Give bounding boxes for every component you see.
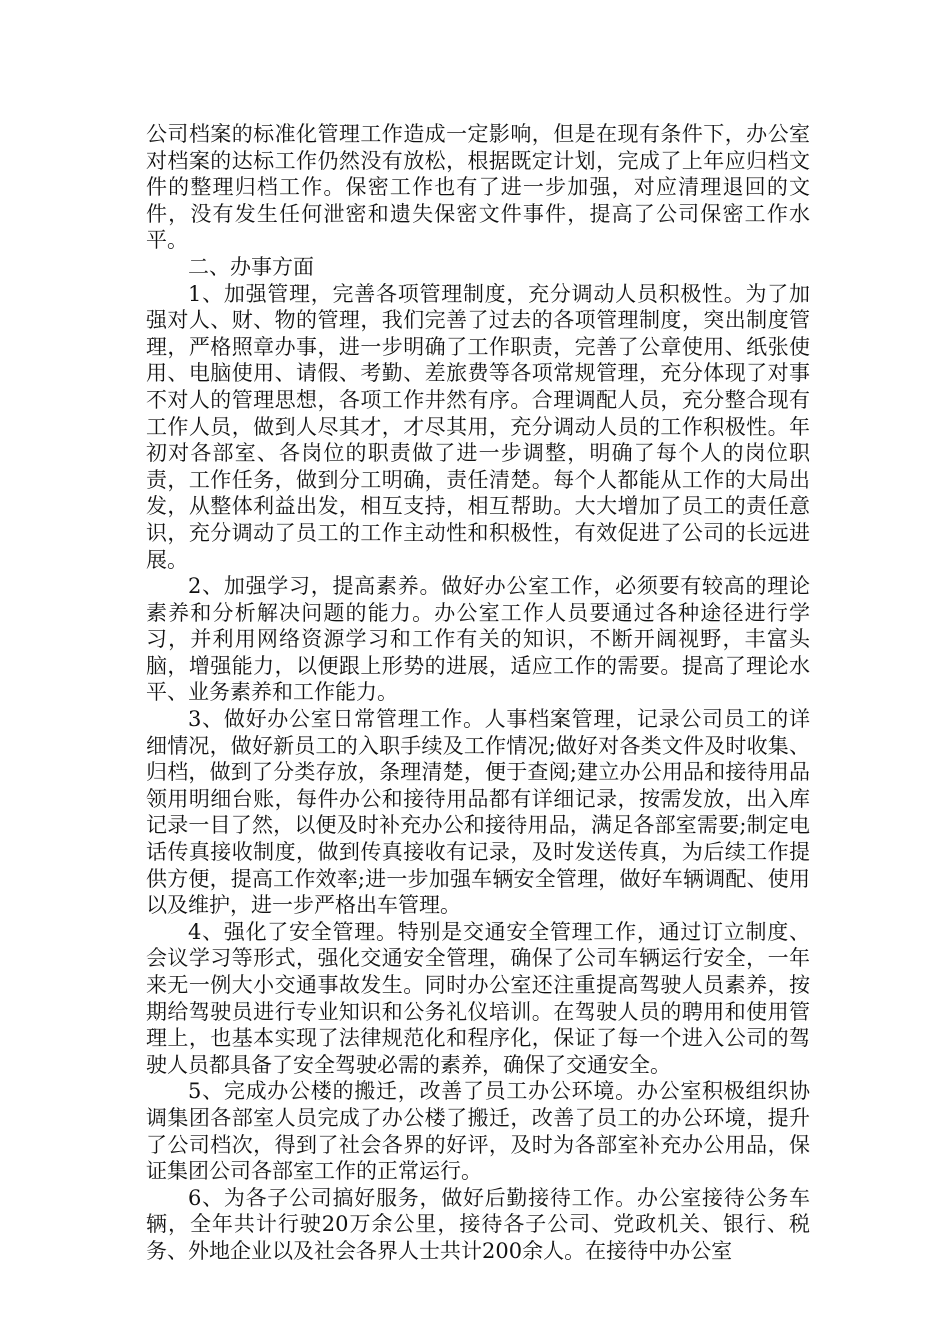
paragraph-safety-management: 4、强化了安全管理。特别是交通安全管理工作，通过订立制度、会议学习等形式，强化交通安全管理，确保了公司车辆运行安全，一年来无一例大小交通事故发生。同时办公室还注重提高驾驶人员素养，按期给驾驶员进行专业知识和公务礼仪培训。在驾驶人员的聘用和使用管理上，也基本实现了法律规范化和程序化，保证了每一个进入公司的驾驶人员都具备了安全驾驶必需的素养，确保了交通安全。: [146, 919, 810, 1077]
document-body: [146, 121, 810, 1265]
paragraph-archive-continuation: 公司档案的标准化管理工作造成一定影响，但是在现有条件下，办公室对档案的达标工作仍然没有放松，根据既定计划，完成了上年应归档文件的整理归档工作。保密工作也有了进一步加强，对应清理退回的文件，没有发生任何泄密和遗失保密文件事件，提高了公司保密工作水平。: [146, 122, 810, 253]
paragraph-subsidiary-service: 6、为各子公司搞好服务，做好后勤接待工作。办公室接待公务车辆，全年共计行驶20万余公里，接待各子公司、党政机关、银行、税务、外地企业以及社会各界人士共计200余人。在接待中办公室: [146, 1185, 810, 1263]
paragraph-daily-management: 3、做好办公室日常管理工作。人事档案管理，记录公司员工的详细情况，做好新员工的入职手续及工作情况;做好对各类文件及时收集、归档，做到了分类存放，条理清楚，便于查阅;建立办公用品和接待用品领用明细台账，每件办公和接待用品都有详细记录，按需发放，出入库记录一目了然，以便及时补充办公和接待用品，满足各部室需要;制定电话传真接收制度，做到传真接收有记录，及时发送传真，为后续工作提供方便，提高工作效率;进一步加强车辆安全管理，做好车辆调配、使用以及维护，进一步严格出车管理。: [146, 707, 810, 918]
paragraph-office-relocation: 5、完成办公楼的搬迁，改善了员工办公环境。办公室积极组织协调集团各部室人员完成了办公楼了搬迁，改善了员工的办公环境，提升了公司档次，得到了社会各界的好评，及时为各部室补充办公用品，保证集团公司各部室工作的正常运行。: [146, 1079, 810, 1184]
section-heading-office-affairs: 二、办事方面: [188, 254, 314, 279]
paragraph-management: 1、加强管理，完善各项管理制度，充分调动人员积极性。为了加强对人、财、物的管理，我们完善了过去的各项管理制度，突出制度管理，严格照章办事，进一步明确了工作职责，完善了公章使用、纸张使用、电脑使用、请假、考勤、差旅费等各项常规管理，充分体现了对事不对人的管理思想，各项工作井然有序。合理调配人员，充分整合现有工作人员，做到人尽其才，才尽其用，充分调动人员的工作积极性。年初对各部室、各岗位的职责做了进一步调整，明确了每个人的岗位职责，工作任务，做到分工明确，责任清楚。每个人都能从工作的大局出发，从整体利益出发，相互支持，相互帮助。大大增加了员工的责任意识，充分调动了员工的工作主动性和积极性，有效促进了公司的长远进展。: [146, 281, 810, 572]
paragraph-learning: 2、加强学习，提高素养。做好办公室工作，必须要有较高的理论素养和分析解决问题的能力。办公室工作人员要通过各种途径进行学习，并利用网络资源学习和工作有关的知识，不断开阔视野，丰富头脑，增强能力，以便跟上形势的进展，适应工作的需要。提高了理论水平、业务素养和工作能力。: [146, 574, 810, 705]
